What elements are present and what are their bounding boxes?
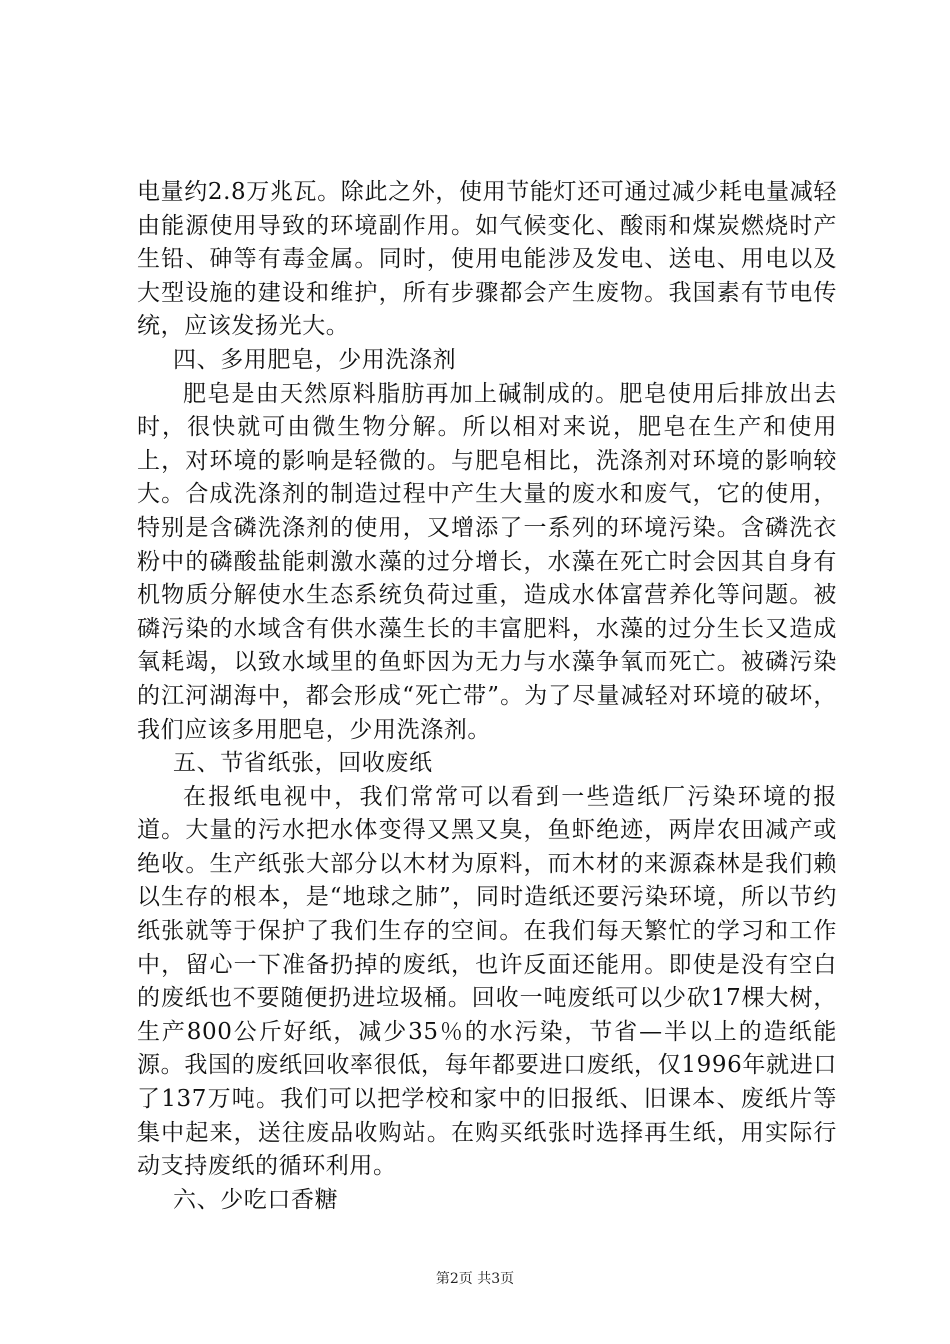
section-heading-soap: 四、多用肥皂，少用洗涤剂 [173,346,457,373]
paragraph-paper: 在报纸电视中，我们常常可以看到一些造纸厂污染环境的报道。大量的污水把水体变得又黑又臭，鱼虾绝迹，两岸农田减产或绝收。生产纸张大部分以木材为原料，而木材的来源森林是我们赖以生存的根本，是“地球之肺”，同时造纸还要污染环境，所以节约纸张就等于保护了我们生存的空间。在我们每天繁忙的学习和工作中，留心一下准备扔掉的废纸，也许反面还能用。即使是没有空白的废纸也不要随便扔进垃圾桶。回收一吨废纸可以少砍17棵大树，生产800公斤好纸，减少35％的水污染，节省—半以上的造纸能源。我国的废纸回收率很低，每年都要进口废纸，仅1996年就进口了137万吨。我们可以把学校和家中的旧报纸、旧课本、废纸片等集中起来，送往废品收购站。在购买纸张时选择再生纸，用实际行动支持废纸的循环利用。 [137,783,837,1180]
paragraph-energy-saving: 电量约2.8万兆瓦。除此之外，使用节能灯还可通过减少耗电量减轻由能源使用导致的环境副作用。如气候变化、酸雨和煤炭燃烧时产生铅、砷等有毒金属。同时，使用电能涉及发电、送电、用电以及大型设施的建设和维护，所有步骤都会产生废物。我国素有节电传统，应该发扬光大。 [137,179,837,340]
page-footer: 第2页 共3页 [435,1271,515,1287]
paragraph-soap: 肥皂是由天然原料脂肪再加上碱制成的。肥皂使用后排放出去时，很快就可由微生物分解。所以相对来说，肥皂在生产和使用上，对环境的影响是轻微的。与肥皂相比，洗涤剂对环境的影响较大。合成洗涤剂的制造过程中产生大量的废水和废气，它的使用，特别是含磷洗涤剂的使用，又增添了一系列的环境污染。含磷洗衣粉中的磷酸盐能刺激水藻的过分增长，水藻在死亡时会因其自身有机物质分解使水生态系统负荷过重，造成水体富营养化等问题。被磷污染的水域含有供水藻生长的丰富肥料，水藻的过分生长又造成氧耗竭，以致水域里的鱼虾因为无力与水藻争氧而死亡。被磷污染的江河湖海中，都会形成“死亡带”。为了尽量减轻对环境的破坏，我们应该多用肥皂，少用洗涤剂。 [137,380,837,743]
section-heading-gum: 六、少吃口香糖 [173,1186,339,1213]
document-body [137,176,837,1217]
section-heading-paper: 五、节省纸张，回收废纸 [173,750,433,777]
